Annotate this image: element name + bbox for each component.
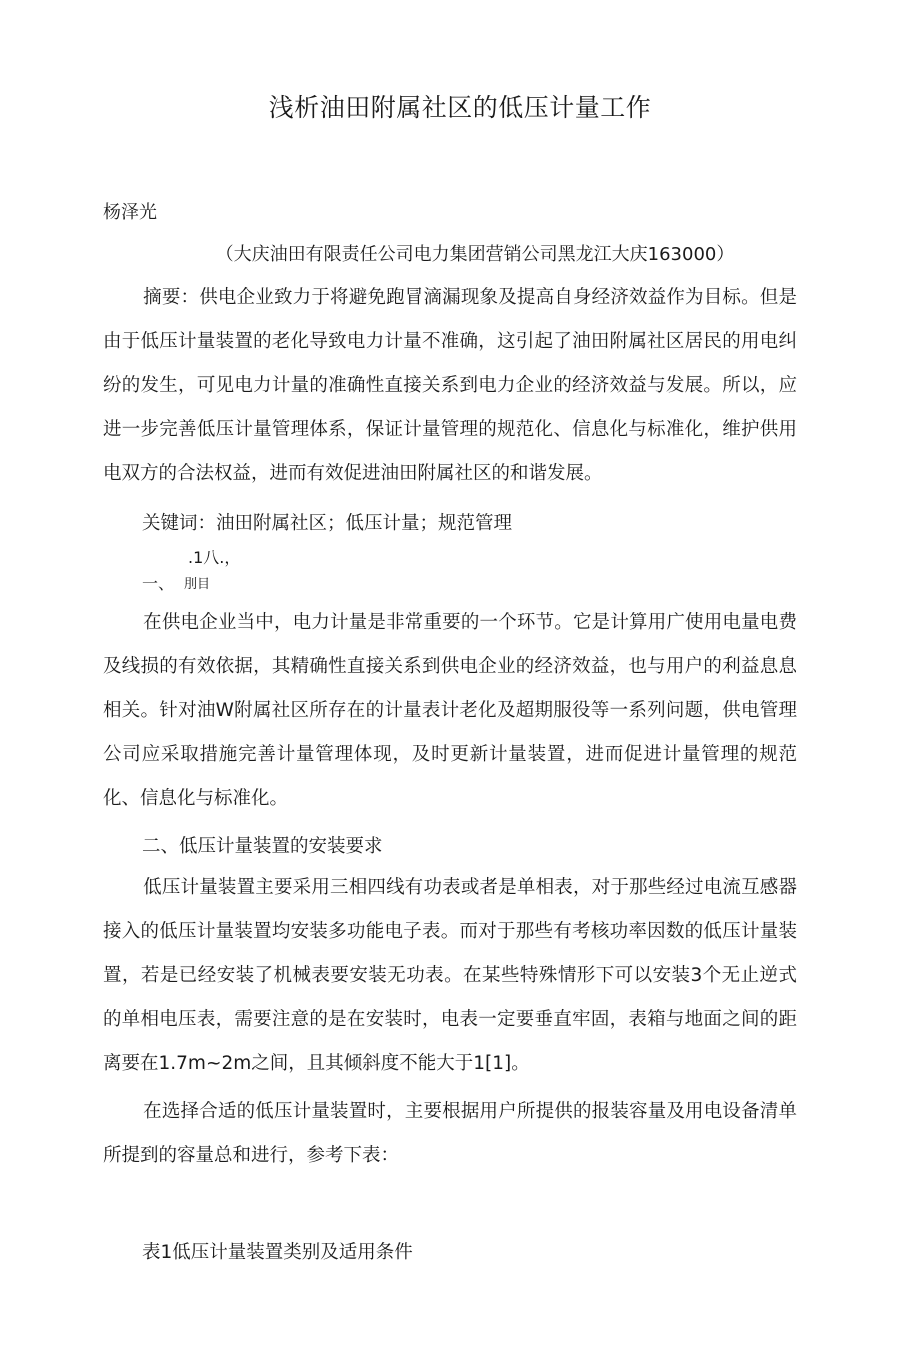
section2-heading: 二、低压计量装置的安装要求 [142, 836, 383, 857]
section1-title: 刖目 [184, 577, 211, 592]
section2-body-text-1: 低压计量装置主要采用三相四线有功表或者是单相表，对于那些经过电流互感器接入的低压计量装置均安装多功能电子表。而对于那些有考核功率因数的低压计量装置，若是已经安装了机械表要安装无功表。在某些特殊情形下可以安装3个无止逆式的单相电压表，需要注意的是在安装时，电表一定要垂直牢固，表箱与地面之间的距离要在1.7m~2m之间，且其倾斜度不能大于1[1]。 [103, 877, 797, 1074]
author-name: 杨泽光 [103, 202, 157, 223]
table-caption: 表1低压计量装置类别及适用条件 [142, 1242, 413, 1263]
abstract-paragraph [103, 276, 797, 496]
abstract-text: 摘要：供电企业致力于将避免跑冒滴漏现象及提高自身经济效益作为目标。但是由于低压计量装置的老化导致电力计量不准确，这引起了油田附属社区居民的用电纠纷的发生，可见电力计量的准确性直接关系到电力企业的经济效益与发展。所以，应进一步完善低压计量管理体系，保证计量管理的规范化、信息化与标准化，维护供用电双方的合法权益，进而有效促进油田附属社区的和谐发展。 [103, 287, 797, 484]
section2-paragraph-1 [103, 866, 797, 1086]
section2-paragraph-2 [103, 1090, 797, 1178]
section2-body-text-2: 在选择合适的低压计量装置时，主要根据用户所提供的报装容量及用电设备清单所提到的容量总和进行，参考下表： [103, 1101, 797, 1166]
author-affiliation: （大庆油田有限责任公司电力集团营销公司黑龙江大庆163000） [215, 244, 735, 265]
garbled-heading-line: .1八.， [188, 548, 241, 567]
document-title: 浅析油田附属社区的低压计量工作 [268, 93, 652, 122]
section1-paragraph [103, 601, 797, 821]
section1-body-text: 在供电企业当中，电力计量是非常重要的一个环节。它是计算用广使用电量电费及线损的有效依据，其精确性直接关系到供电企业的经济效益，也与用户的利益息息相关。针对油W附属社区所存在的计量表计老化及超期服役等一系列问题，供电管理公司应采取措施完善计量管理体现，及时更新计量装置，进而促进计量管理的规范化、信息化与标准化。 [103, 612, 797, 809]
section1-number: 一、 [142, 574, 175, 593]
keywords-line: 关键词：油田附属社区；低压计量；规范管理 [142, 513, 513, 534]
